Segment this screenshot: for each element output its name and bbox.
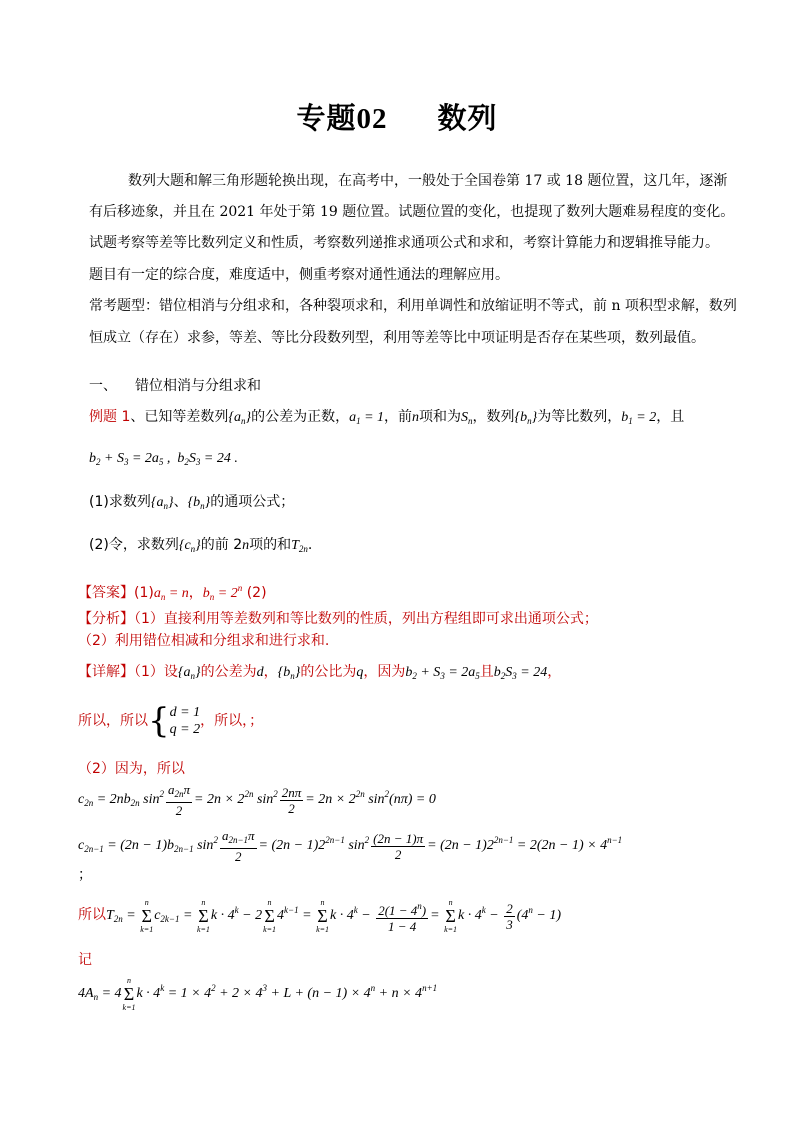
title-prefix: 专题 bbox=[296, 101, 357, 135]
common-types-line-1: 常考题型：错位相消与分组求和，各种裂项求和，利用单调性和放缩证明不等式，前 n 项积型求解，数列 bbox=[89, 298, 737, 314]
formula-c2n: $c_{2n} = 2nb_{2n}$ $\sin^2$ $\frac{a_{2n}\pi}{2}$ = $2n \times 2^{2n}$ $\sin^2$ $\frac{2n\pi}{2}$ = $2n \times 2^{2n}$ $\sin^2(n\pi) = 0$ bbox=[78, 782, 436, 818]
detail-line-2: 所以，所以{d = 1 q = 2，所以，； bbox=[78, 701, 264, 741]
detail-line-3: （2）因为，所以 bbox=[78, 761, 185, 777]
question-2: (2)令，求数列$\{c_n\}$的前 2n项的和$T_{2n}$. bbox=[89, 537, 313, 554]
question-1: (1)求数列$\{a_n\}$、$\{b_n\}$的通项公式； bbox=[89, 494, 295, 511]
section-title: 错位相消与分组求和 bbox=[135, 378, 261, 394]
answer-label: 【答案】 bbox=[78, 585, 134, 601]
common-types-line-2: 恒成立（存在）求参，等差、等比分段数列型，利用等差等比中项证明是否存在某些项，数列最值。 bbox=[89, 330, 705, 346]
section-heading bbox=[89, 377, 261, 395]
semicolon: ； bbox=[78, 867, 92, 883]
intro-line-4: 题目有一定的综合度，难度适中，侧重考察对通性通法的理解应用。 bbox=[89, 267, 509, 283]
answer-line: 【答案】$(1)a_n = n$，$b_n = 2^n$ (2) bbox=[78, 583, 267, 602]
analysis-label: 【分析】 bbox=[78, 611, 134, 627]
example-conditions: $b_2 + S_3 = 2a_5$ , $b_2S_3 = 24$ . bbox=[89, 451, 238, 467]
detail-line-1: 【详解】（1）设$\{a_n\}$的公差为d，$\{b_n\}$的公比为q，因为$b_2 + S_3 = 2a_5$且$b_2S_3 = 24$， bbox=[78, 664, 562, 681]
title-number: 02 bbox=[356, 103, 388, 135]
example-statement-line-1: 例题 1、已知等差数列$\{a_n\}$的公差为正数，$a_1 = 1$，前n项和为$S_n$，数列$\{b_n\}$为等比数列，$b_1 = 2$，且 bbox=[89, 409, 685, 426]
analysis-line-2: （2）利用错位相减和分组求和进行求和. bbox=[78, 633, 330, 649]
intro-line-2: 有后移迹象，并且在 2021 年处于第 19 题位置。试题位置的变化，也提现了数列大题难易程度的变化。 bbox=[89, 204, 735, 220]
ji-label: 记 bbox=[78, 952, 92, 968]
intro-line-3: 试题考察等差等比数列定义和性质，考察数列递推求通项公式和求和，考察计算能力和逻辑推导能力。 bbox=[89, 235, 719, 251]
detail-label: 【详解】 bbox=[78, 664, 134, 680]
formula-c2n-1: $c_{2n-1} = (2n - 1)b_{2n-1}$ $\sin^2$ $\frac{a_{2n-1}\pi}{2}$ = $(2n - 1)2^{2n-1}$ $\sin^2$ $\frac{(2n - 1)\pi}{2}$ = $(2n - 1)2^{2n-1} = 2(2n - 1) \times 4^{n-1}$ bbox=[78, 828, 623, 864]
example-label: 例题 1 bbox=[89, 409, 131, 425]
section-number: 一、 bbox=[89, 378, 117, 394]
analysis-line-1: 【分析】（1）直接利用等差数列和等比数列的性质，列出方程组即可求出通项公式； bbox=[78, 611, 598, 627]
detail-line-5: 所以$T_{2n}$ = n Σ k=1 $c_{2k-1}$ = n Σ k=1 $k \cdot 4^k - 2$ n Σ k=1 $4^{k-1}$ = n Σ k=1 $k \cdot 4^k$ − $\frac{2(1 - 4^n)}{1 - 4}$ = n Σ k=1 $k \cdot 4^k$ − $\frac{2}{3}$ $(4^n - 1)$ bbox=[78, 898, 561, 934]
title-topic: 数列 bbox=[437, 101, 498, 135]
formula-4An: $4A_n = 4$ n Σ k=1 $k \cdot 4^k = 1 \times 4^2 + 2 \times 4^3 + L + (n - 1) \times 4^n + n \times 4^{n+1}$ bbox=[78, 976, 438, 1012]
intro-line-1: 数列大题和解三角形题轮换出现，在高考中，一般处于全国卷第 17 或 18 题位置，这几年，逐渐 bbox=[128, 173, 728, 189]
page-title bbox=[0, 96, 794, 137]
